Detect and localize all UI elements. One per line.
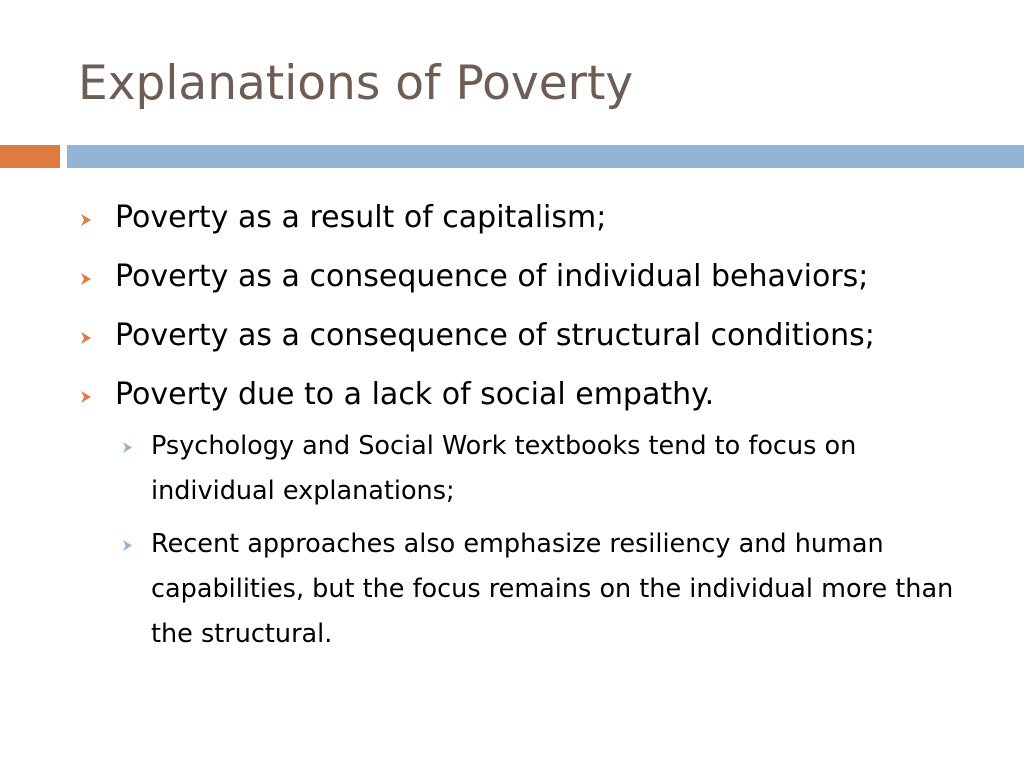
arrowhead-bullet-icon <box>80 365 96 424</box>
sub-bullet-text: Recent approaches also emphasize resiliency and human capabilities, but the focus remains on the individual more than the structural. <box>151 529 954 649</box>
bullet-item <box>78 306 998 365</box>
title-accent-bar-blue <box>67 145 1024 168</box>
bullet-text: Poverty as a result of capitalism; <box>115 200 607 235</box>
bullet-text: Poverty as a consequence of structural conditions; <box>115 318 875 353</box>
arrowhead-bullet-icon <box>80 247 96 306</box>
bullet-text: Poverty as a consequence of individual behaviors; <box>115 259 869 294</box>
arrowhead-bullet-icon <box>122 522 136 567</box>
bullet-text: Poverty due to a lack of social empathy. <box>115 377 715 412</box>
arrowhead-bullet-icon <box>80 306 96 365</box>
sub-bullet-text: Psychology and Social Work textbooks tend to focus on individual explanations; <box>151 431 857 506</box>
title-accent-bar-orange <box>0 145 60 168</box>
bullet-item <box>78 365 998 424</box>
slide-content <box>78 188 998 665</box>
bullet-item <box>78 188 998 247</box>
sub-bullet-item <box>78 522 998 657</box>
slide-title: Explanations of Poverty <box>78 56 634 111</box>
arrowhead-bullet-icon <box>80 188 96 247</box>
sub-bullet-item <box>78 424 998 514</box>
bullet-item <box>78 247 998 306</box>
arrowhead-bullet-icon <box>122 424 136 469</box>
